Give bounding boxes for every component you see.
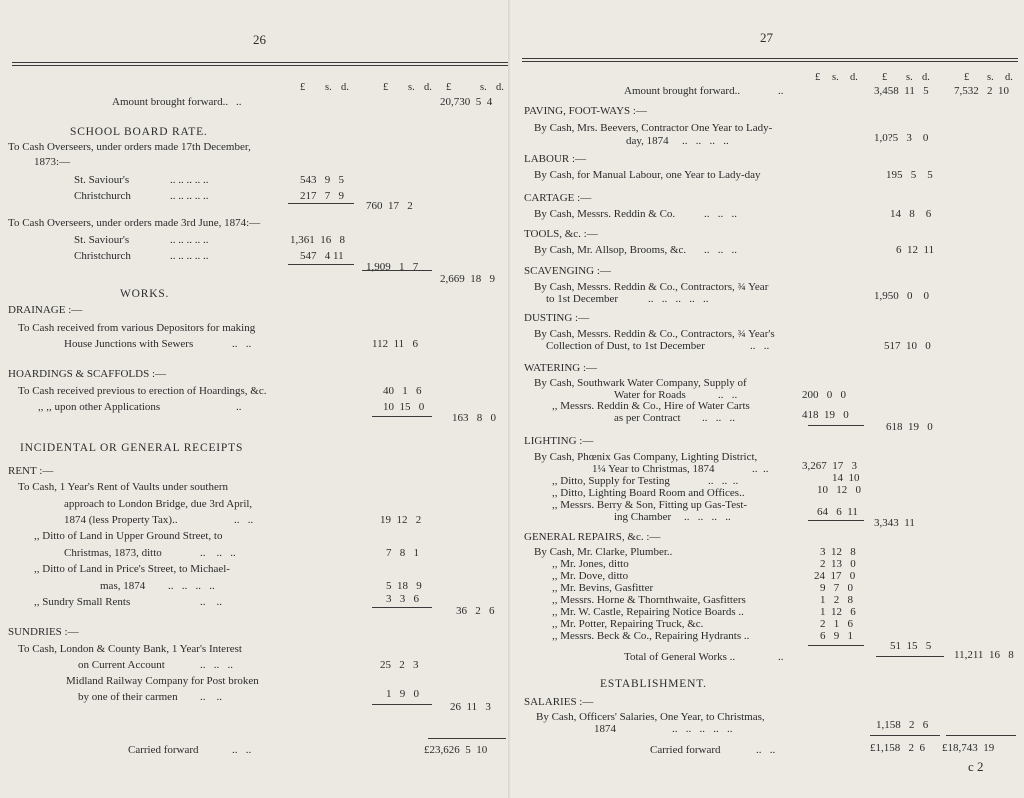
entry-value: 5 18 9 (386, 580, 422, 592)
total-rule (870, 735, 940, 736)
leader-dots: .. .. .. (708, 475, 739, 487)
col-header: d. (341, 82, 349, 93)
entry-text: To Cash, London & County Bank, 1 Year's Interest (18, 643, 242, 655)
entry-value: 1 2 8 (820, 594, 853, 606)
col-header: s. (480, 82, 487, 93)
subsection-heading: TOOLS, &c. :— (524, 228, 598, 240)
entry-value: 112 11 6 (372, 338, 418, 350)
leader-dots: .. (236, 96, 242, 108)
col-header: £ (964, 72, 970, 83)
section-total: 618 19 0 (886, 421, 933, 433)
entry-value: 200 0 0 (802, 389, 846, 401)
entry-value: 2 1 6 (820, 618, 853, 630)
entry-text: ,, Ditto of Land in Price's Street, to Michael- (34, 563, 230, 575)
entry-text: 1874 (less Property Tax).. (64, 514, 178, 526)
entry-text: To Cash received from various Depositors for making (18, 322, 256, 334)
entry-value: 543 9 5 (300, 174, 344, 186)
entry-value: 24 17 0 (814, 570, 856, 582)
leader-dots: .. .. .. (704, 208, 737, 220)
entry-text: By Cash, Messrs. Reddin & Co., Contractors, ¾ Year's (534, 328, 775, 340)
entry-value: 1,0?5 3 0 (874, 132, 929, 144)
col-header: £ (383, 82, 389, 93)
entry-text: by one of their carmen (78, 691, 178, 703)
entry-value: 64 6 11 (817, 506, 858, 518)
entry-value: 1 9 0 (386, 688, 419, 700)
total-general-works-label: Total of General Works .. (624, 651, 736, 663)
entry-value: 547 4 11 (300, 250, 344, 262)
leader-dots: .. .. .. .. .. (170, 190, 209, 202)
entry-value: 3 12 8 (820, 546, 856, 558)
entry-text: By Cash, Mrs. Beevers, Contractor One Year to Lady- (534, 122, 773, 134)
entry-text: By Cash, Messrs. Reddin & Co. (534, 208, 676, 220)
entry-text: To Cash received previous to erection of Hoardings, &c. (18, 385, 267, 397)
entry-value: 1 12 6 (820, 606, 856, 618)
carried-forward-total: £1,158 2 6 (870, 742, 925, 754)
entry-value: 10 12 0 (817, 484, 861, 496)
subsection-heading: LABOUR :— (524, 153, 587, 165)
subsection-heading: SUNDRIES :— (8, 626, 79, 638)
entry-value: 418 19 0 (802, 409, 849, 421)
header-rule (522, 58, 1018, 62)
leader-dots: .. (778, 651, 784, 663)
section-heading: SCHOOL BOARD RATE. (70, 126, 208, 138)
leader-dots: .. .. (200, 691, 222, 703)
leader-dots: .. .. .. .. .. (170, 174, 209, 186)
entry-value: 14 8 6 (890, 208, 932, 220)
col-header: s. (832, 72, 839, 83)
entry-text: To Cash Overseers, under orders made 17th December, (8, 141, 251, 153)
col-header: £ (446, 82, 452, 93)
entry-text: ,, Ditto, Supply for Testing (552, 475, 670, 487)
leader-dots: .. .. .. (704, 244, 737, 256)
list-item: By Cash, Mr. Clarke, Plumber.. (534, 546, 673, 558)
leader-dots: .. .. (752, 463, 769, 475)
leader-dots: .. .. (232, 338, 252, 350)
leader-dots: .. .. .. .. .. (672, 723, 733, 735)
entry-text: mas, 1874 (100, 580, 146, 592)
entry-text: on Current Account (78, 659, 165, 671)
section-total: 26 11 3 (450, 701, 491, 713)
leader-dots: .. .. .. (200, 659, 233, 671)
col-header: s. (987, 72, 994, 83)
leader-dots: .. .. .. .. (684, 511, 731, 523)
col-header: d. (922, 72, 930, 83)
leader-dots: .. .. (232, 744, 252, 756)
leader-dots: .. .. (756, 744, 776, 756)
subtotal-rule (372, 704, 432, 705)
right-page (512, 0, 1024, 798)
section-heading: WORKS. (120, 288, 170, 300)
entry-text: Midland Railway Company for Post broken (66, 675, 259, 687)
leader-dots: .. .. .. (200, 547, 236, 559)
entry-text: ,, Messrs. Reddin & Co., Hire of Water Carts (552, 400, 750, 412)
subsection-heading: SALARIES :— (524, 696, 594, 708)
entry-value: 1,361 16 8 (290, 234, 345, 246)
carried-forward-label: Carried forward (650, 744, 721, 756)
entry-text: approach to London Bridge, due 3rd April, (64, 498, 253, 510)
subsection-heading: DUSTING :— (524, 312, 590, 324)
total-rule (946, 735, 1016, 736)
brought-forward-total: 20,730 5 4 (440, 96, 493, 108)
entry-text: By Cash, for Manual Labour, one Year to Lady-day (534, 169, 761, 181)
entry-text: House Junctions with Sewers (64, 338, 194, 350)
leader-dots: .. .. .. .. .. (170, 250, 209, 262)
entry-value: 19 12 2 (380, 514, 422, 526)
col-header: d. (424, 82, 432, 93)
entry-value: 2 13 0 (820, 558, 856, 570)
total-rule (876, 656, 944, 657)
subtotal-rule (808, 645, 864, 646)
entry-text: To Cash, 1 Year's Rent of Vaults under southern (18, 481, 228, 493)
leader-dots: .. .. .. .. .. (648, 293, 709, 305)
leader-dots: .. .. (200, 596, 222, 608)
entry-value: 9 7 0 (820, 582, 853, 594)
entry-text: By Cash, Phœnix Gas Company, Lighting District, (534, 451, 758, 463)
entry-text: By Cash, Officers' Salaries, One Year, to Christmas, (536, 711, 765, 723)
signature-mark: c 2 (968, 759, 984, 774)
leader-dots: .. .. .. .. (168, 580, 215, 592)
total-rule (428, 738, 506, 739)
leader-dots: .. .. .. (702, 412, 735, 424)
col-header: s. (906, 72, 913, 83)
entry-text: ,, ,, upon other Applications (38, 401, 161, 413)
subtotal-rule (808, 520, 864, 521)
entry-text: Christmas, 1873, ditto (64, 547, 162, 559)
col-header: £ (300, 82, 306, 93)
carried-forward-label: Carried forward (128, 744, 199, 756)
entry-value: 10 15 0 (383, 401, 425, 413)
entry-value: 7 8 1 (386, 547, 419, 559)
entry-value: 6 9 1 (820, 630, 853, 642)
entry-text: to 1st December (546, 293, 619, 305)
col-header: £ (815, 72, 821, 83)
entry-text: Christchurch (74, 250, 131, 262)
page-number: 26 (253, 32, 266, 47)
entry-text: ,, Messrs. Berry & Son, Fitting up Gas-Test- (552, 499, 748, 511)
section-total: 51 15 5 (890, 640, 932, 652)
entry-text: By Cash, Southwark Water Company, Supply of (534, 377, 747, 389)
header-rule (12, 62, 508, 66)
subtotal-rule (288, 203, 354, 204)
leader-dots: .. .. .. .. .. (170, 234, 209, 246)
subsection-heading: DRAINAGE :— (8, 304, 83, 316)
brought-forward-total: 3,458 11 5 (874, 85, 929, 97)
entry-text: as per Contract (614, 412, 681, 424)
entry-text: ing Chamber (614, 511, 672, 523)
list-item: ,, Mr. Bevins, Gasfitter (552, 582, 654, 594)
entry-text: By Cash, Messrs. Reddin & Co., Contractors, ¾ Year (534, 281, 769, 293)
leader-dots: .. .. (718, 389, 738, 401)
section-total: 163 8 0 (452, 412, 496, 424)
entry-value: 25 2 3 (380, 659, 419, 671)
subtotal-rule (372, 416, 432, 417)
entry-text: Collection of Dust, to 1st December (546, 340, 705, 352)
brought-forward-label: Amount brought forward.. (624, 85, 741, 97)
list-item: ,, Mr. Potter, Repairing Truck, &c. (552, 618, 704, 630)
leader-dots: .. (236, 401, 242, 413)
entry-text: Water for Roads (614, 389, 686, 401)
entry-value: 3 3 6 (386, 593, 419, 605)
subsection-heading: WATERING :— (524, 362, 598, 374)
entry-value: 517 10 0 (884, 340, 931, 352)
section-total: 36 2 6 (456, 605, 495, 617)
entry-text: By Cash, Mr. Allsop, Brooms, &c. (534, 244, 687, 256)
entry-text: ,, Ditto of Land in Upper Ground Street, to (34, 530, 223, 542)
entry-text: 1874 (594, 723, 616, 735)
subtotal-rule (288, 264, 354, 265)
col-header: d. (850, 72, 858, 83)
subtotal-value: 760 17 2 (366, 200, 413, 212)
entry-value: 1,950 0 0 (874, 290, 929, 302)
page-number: 27 (760, 30, 773, 45)
total-rule (362, 270, 432, 271)
col-header: s. (408, 82, 415, 93)
entry-text: To Cash Overseers, under orders made 3rd June, 1874:— (8, 217, 261, 229)
leader-dots: .. (778, 85, 784, 97)
list-item: ,, Messrs. Horne & Thornthwaite, Gasfitters (552, 594, 746, 606)
total-general-works-value: 11,211 16 8 (954, 649, 1014, 661)
section-total: 3,343 11 (874, 517, 915, 529)
subsection-heading: LIGHTING :— (524, 435, 594, 447)
entry-text: ,, Sundry Small Rents (34, 596, 131, 608)
leader-dots: .. .. (750, 340, 770, 352)
subsection-heading: PAVING, FOOT-WAYS :— (524, 105, 647, 117)
section-total: 2,669 18 9 (440, 273, 495, 285)
entry-text: day, 1874 (626, 135, 669, 147)
col-header: d. (496, 82, 504, 93)
col-header: s. (325, 82, 332, 93)
entry-text: 1¼ Year to Christmas, 1874 (592, 463, 715, 475)
section-heading: INCIDENTAL OR GENERAL RECEIPTS (20, 442, 244, 454)
list-item: ,, Messrs. Beck & Co., Repairing Hydrants .. (552, 630, 750, 642)
entry-text: St. Saviour's (74, 174, 130, 186)
brought-forward-label: Amount brought forward.. (112, 96, 229, 108)
subsection-heading: CARTAGE :— (524, 192, 592, 204)
entry-value: 1,158 2 6 (876, 719, 929, 731)
entry-value: 6 12 11 (896, 244, 935, 256)
entry-value: 195 5 5 (886, 169, 933, 181)
list-item: ,, Mr. Jones, ditto (552, 558, 629, 570)
col-header: d. (1005, 72, 1013, 83)
entry-text: ,, Ditto, Lighting Board Room and Offices.. (552, 487, 745, 499)
subsection-heading: RENT :— (8, 465, 54, 477)
subsection-heading: GENERAL REPAIRS, &c. :— (524, 531, 661, 543)
brought-forward-total: 7,532 2 10 (954, 85, 1009, 97)
entry-text: 1873:— (34, 156, 71, 168)
list-item: ,, Mr. Dove, ditto (552, 570, 629, 582)
carried-forward-total: £23,626 5 10 (424, 744, 488, 756)
col-header: £ (882, 72, 888, 83)
entry-value: 217 7 9 (300, 190, 344, 202)
subtotal-rule (372, 607, 432, 608)
list-item: ,, Mr. W. Castle, Repairing Notice Boards .. (552, 606, 744, 618)
subtotal-rule (808, 425, 864, 426)
section-heading: ESTABLISHMENT. (600, 678, 707, 690)
leader-dots: .. .. .. .. (682, 135, 729, 147)
subsection-heading: HOARDINGS & SCAFFOLDS :— (8, 368, 167, 380)
carried-forward-total: £18,743 19 (942, 742, 995, 754)
entry-text: St. Saviour's (74, 234, 130, 246)
subsection-heading: SCAVENGING :— (524, 265, 611, 277)
entry-value: 3,267 17 3 (802, 460, 857, 472)
subtotal-value: 1,909 1 7 (366, 261, 419, 273)
entry-text: Christchurch (74, 190, 131, 202)
entry-value: 14 10 (832, 472, 860, 484)
entry-value: 40 1 6 (383, 385, 422, 397)
leader-dots: .. .. (234, 514, 254, 526)
